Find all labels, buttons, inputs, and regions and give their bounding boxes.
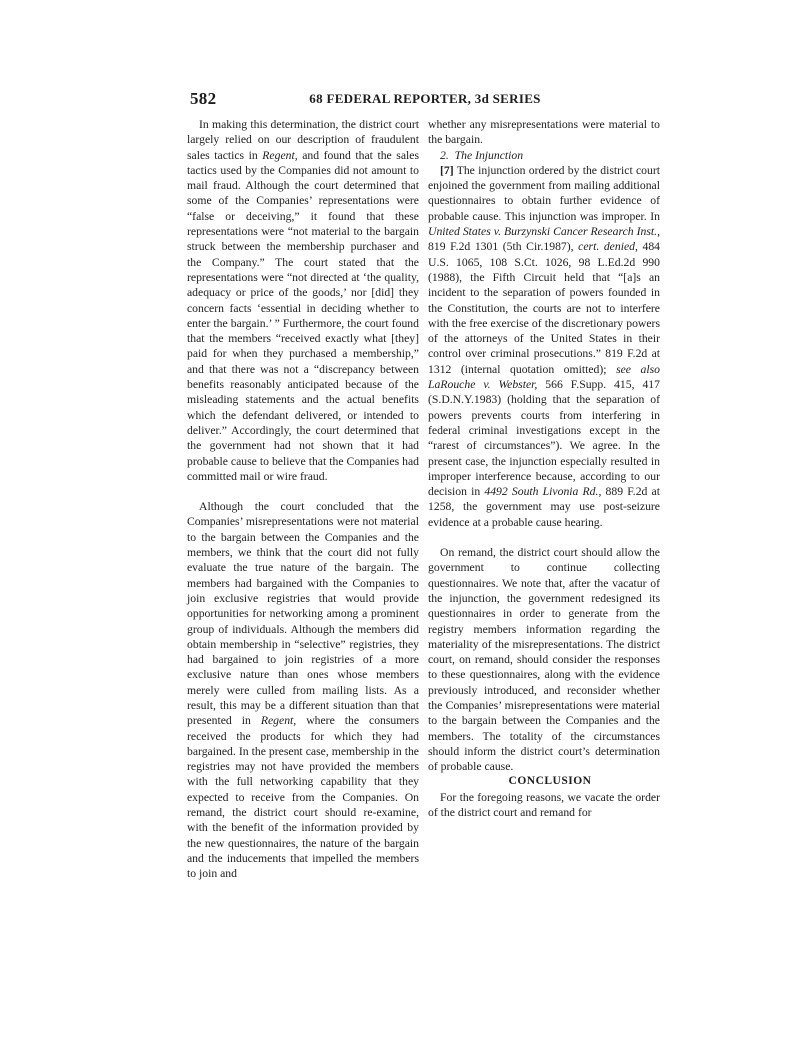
headnote-number: [7] [440,163,454,177]
section-subheading: 2. The Injunction [440,148,524,162]
paragraph: In making this determination, the district court largely relied on our description of fraudulent sales tactics in Regent, and found that the sales tactics used by the Companies did not amount to mail fraud. Although the court determined that some of the Companies’ representations were “false or deceiving,” it found that these representations were “not material to the bargain struck between the membership purchaser and the Company.” The court stated that the representations were “not directed at ‘the quality, adequacy or price of the goods,’ nor [did] they concern facts ‘essential in deciding whether to enter the bargain.’ ” Furthermore, the court found that the members “received exactly what [they] paid for when they purchased a membership,” and that there was not a “discrepancy between benefits reasonably anticipated because of the misleading statements and the actual benefits which the defendant delivered, or intended to deliver.” Accordingly, the court determined that the government had not shown that it had probable cause to believe that the Companies had committed mail or wire fraud. [187,118,419,483]
paragraph: [7] The injunction ordered by the district court enjoined the government from mailing additional questionnaires to obtain further evidence of probable cause. This injunction was improper. In United States v. Burzynski Cancer Research Inst., 819 F.2d 1301 (5th Cir.1987), cert. denied, 484 U.S. 1065, 108 S.Ct. 1026, 98 L.Ed.2d 990 (1988), the Fifth Circuit held that “[a]s an incident to the separation of powers founded in the Constitution, the courts are not to interfere with the free exercise of the discretionary powers of the attorneys of the United States in their control over criminal prosecutions.” 819 F.2d at 1312 (internal quotation omitted); see also LaRouche v. Webster, 566 F.Supp. 415, 417 (S.D.N.Y.1983) (holding that the separation of powers prevents courts from interfering in federal criminal investigations except in the “rarest of circumstances”). We agree. In the present case, the injunction especially resulted in improper interference because, according to our decision in 4492 South Livonia Rd., 889 F.2d at 1258, the government may use post-seizure evidence at a probable cause hearing. [428,163,661,529]
page-number: 582 [190,89,217,108]
conclusion-heading: CONCLUSION [508,775,592,788]
case-citation: 4492 South Livonia Rd., [484,485,602,499]
right-column [428,117,660,820]
paragraph: Although the court concluded that the Companies’ misrepresentations were not material to the bargain between the Companies and the members, we think that the court did not fully evaluate the true nature of the bargain. The members had bargained with the Companies to join exclusive registries that would provide opportunities for networking among a prominent group of individuals. Although the members did obtain membership in “selective” registries, they had bargained to join registries of a more exclusive nature than ones whose members merely were culled from mailing lists. As a result, this may be a different situation than that presented in Regent, where the consumers received the products for which they had bargained. In the present case, membership in the registries may not have provided the members with the full networking capability that they expected to receive from the Companies. On remand, the district court should re-examine, with the benefit of the information provided by the new questionnaires, the nature of the bargain and the inducements that impelled the members to join and [187,500,419,881]
left-column [187,117,419,882]
case-citation: see also LaRouche v. Webster, [428,362,660,392]
paragraph: On remand, the district court should allow the government to continue collecting questionnaires. We note that, after the vacatur of the injunction, the government redesigned its questionnaires in order to generate from the registry members information regarding the materiality of the misrepresentations. The district court, on remand, should consider the responses to these questionnaires, along with the evidence previously introduced, and reconsider whether the Companies’ misrepresentations were material to the bargain between the Companies and the members. The totality of the circumstances should inform the district court’s determination of probable cause. [428,546,660,774]
paragraph-continuation: whether any misrepresentations were material to the bargain. [428,118,660,147]
paragraph: For the foregoing reasons, we vacate the order of the district court and remand for [428,790,660,820]
case-citation: Regent, [262,148,298,162]
case-citation: United States v. Burzynski Cancer Research Inst., [428,225,660,239]
page-header [190,89,660,111]
running-head: 68 FEDERAL REPORTER, 3d SERIES [309,91,541,106]
case-citation: Regent, [260,714,297,728]
